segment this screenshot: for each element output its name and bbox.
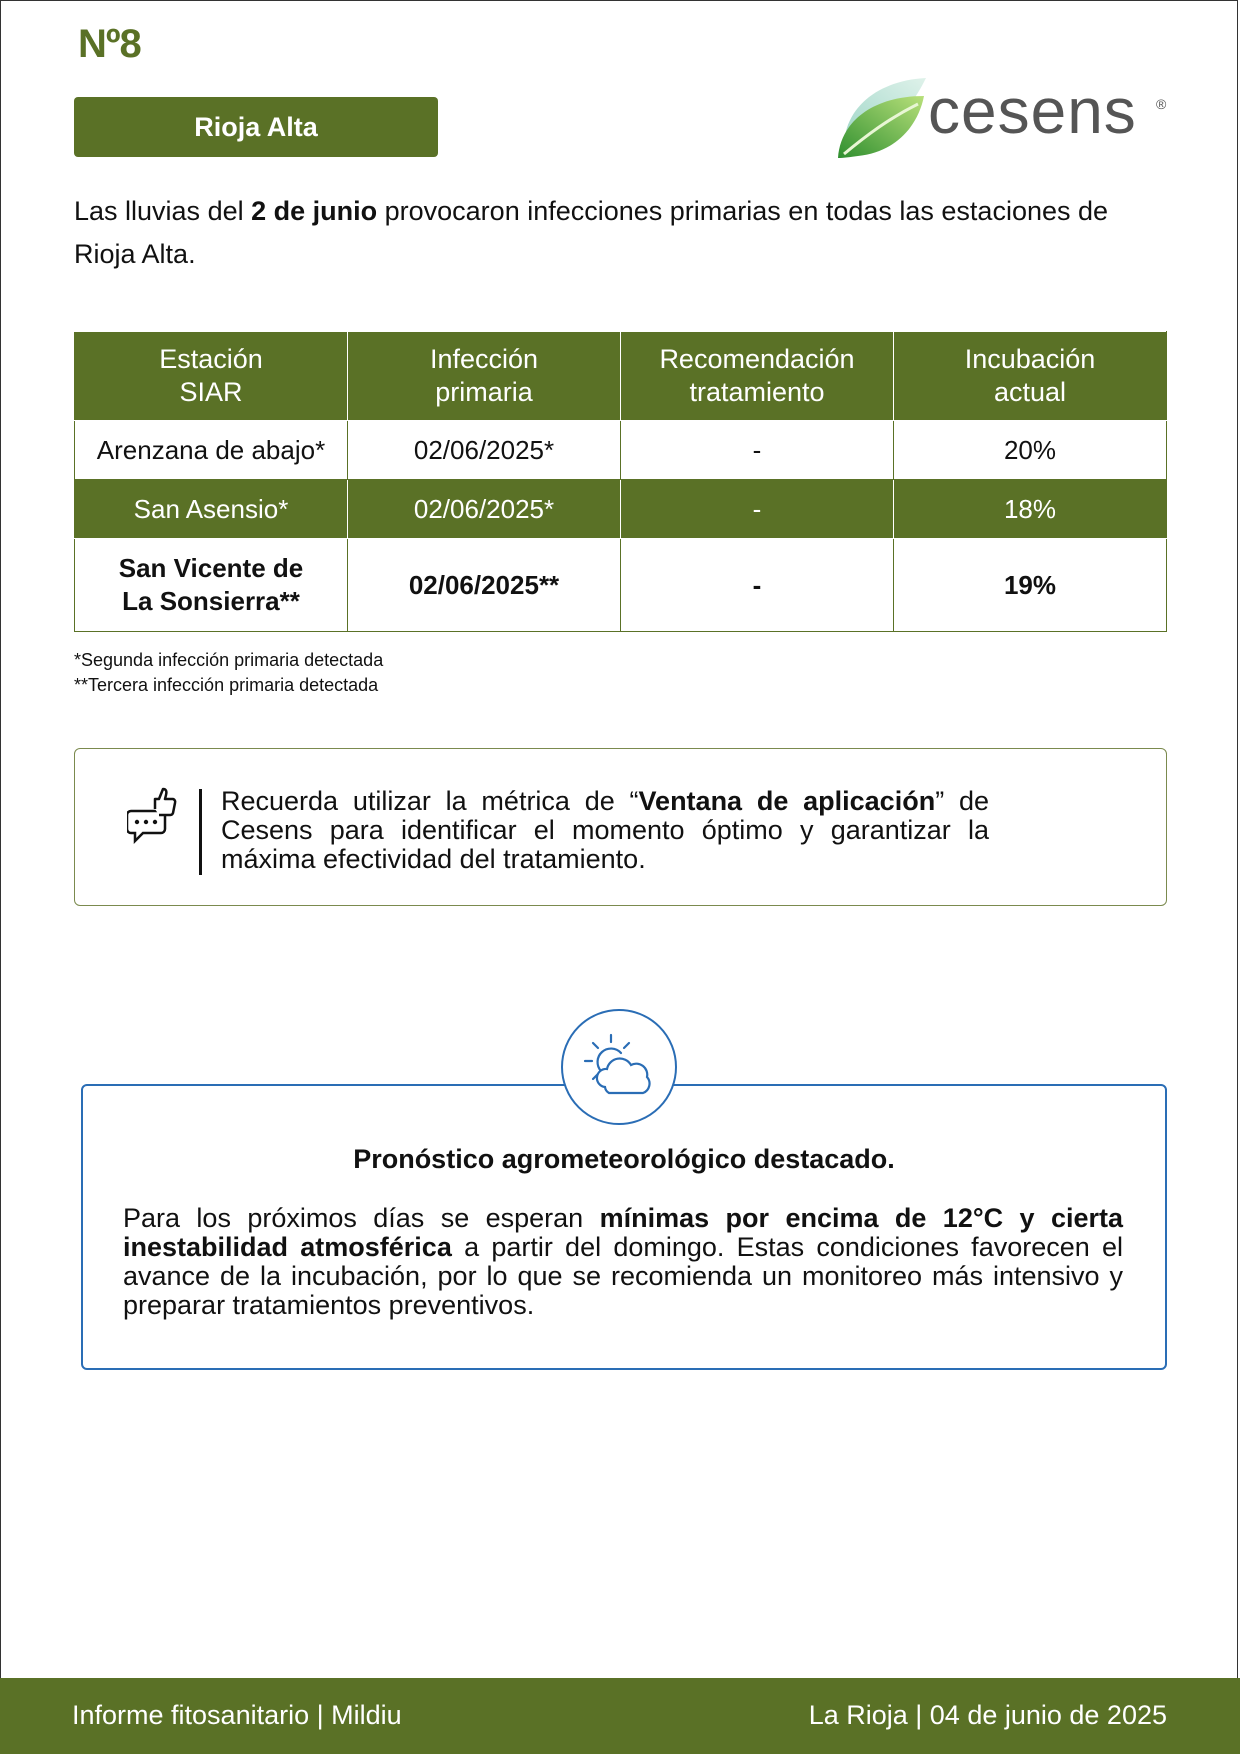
forecast-box [81, 1084, 1167, 1370]
intro-text-1: Las lluvias del [74, 196, 252, 226]
cell-recommendation: - [621, 539, 894, 632]
header-line: actual [993, 377, 1067, 407]
cesens-logo [834, 72, 1174, 164]
chat-thumbs-up-icon [127, 787, 177, 847]
header-infection [348, 332, 621, 421]
cell-recommendation: - [621, 421, 894, 480]
table-footnotes [74, 648, 383, 698]
cell-infection: 02/06/2025* [348, 421, 621, 480]
footer-report-type: Informe fitosanitario | Mildiu [72, 1700, 402, 1730]
header-line: Recomendación [659, 344, 855, 374]
partly-cloudy-icon [581, 1031, 661, 1105]
header-line: Estación [159, 344, 263, 374]
cell-infection: 02/06/2025* [348, 480, 621, 539]
footnote: *Segunda infección primaria detectada [74, 650, 384, 670]
table-row [75, 421, 1167, 480]
cell-infection: 02/06/2025** [348, 539, 621, 632]
header-line: primaria [435, 377, 533, 407]
table-row [75, 480, 1167, 539]
cell-incubation: 20% [894, 421, 1167, 480]
header-line: tratamiento [689, 377, 825, 407]
intro-paragraph [74, 190, 1167, 276]
forecast-highlight: mínimas por encima de 12°C y cierta inestabilidad atmosférica [123, 1203, 1123, 1262]
station-line: La Sonsierra** [122, 586, 300, 616]
stations-table [74, 331, 1167, 632]
tip-text [221, 787, 989, 874]
report-number: Nº8 [78, 22, 141, 66]
region-badge: Rioja Alta [74, 97, 438, 157]
header-line: Incubación [964, 344, 1096, 374]
cell-station: San Asensio* [75, 480, 348, 539]
table-header-row [75, 332, 1167, 421]
tip-box [74, 748, 1167, 906]
forecast-title: Pronóstico agrometeorológico destacado. [353, 1144, 895, 1174]
footer-bar [0, 1678, 1240, 1754]
tip-text-1: Recuerda utilizar la métrica de “ [221, 786, 639, 816]
registered-mark: ® [1156, 96, 1167, 112]
intro-text-2: provocaron infecciones primarias en todas las estaciones de Rioja Alta. [74, 196, 1109, 269]
cell-station [75, 539, 348, 632]
cell-incubation: 18% [894, 480, 1167, 539]
forecast-text-1: Para los próximos días se esperan [123, 1203, 600, 1233]
footnote: **Tercera infección primaria detectada [74, 675, 379, 695]
header-line: Infección [429, 344, 539, 374]
forecast-text-2: a partir del domingo. Estas condiciones favorecen el avance de la incubación, por lo que se recomienda un monitoreo más intensivo y preparar tratamientos preventivos. [123, 1232, 1124, 1320]
intro-date: 2 de junio [251, 196, 378, 226]
leaf-logo-icon [834, 72, 930, 164]
tip-divider [199, 789, 202, 875]
footer-location-date: La Rioja | 04 de junio de 2025 [808, 1700, 1167, 1730]
header-incubation [894, 332, 1167, 421]
logo-wordmark: cesens [928, 75, 1137, 147]
header-line: SIAR [179, 377, 243, 407]
cell-recommendation: - [621, 480, 894, 539]
header-recommendation [621, 332, 894, 421]
cell-incubation: 19% [894, 539, 1167, 632]
cell-station: Arenzana de abajo* [75, 421, 348, 480]
header-station [75, 332, 348, 421]
tip-text-2: ” de Cesens para identificar el momento óptimo y garantizar la máxima efectividad del tratamiento. [221, 786, 989, 874]
station-line: San Vicente de [118, 553, 304, 583]
weather-badge [561, 1009, 677, 1125]
forecast-body [123, 1204, 1123, 1320]
table-row [75, 539, 1167, 632]
tip-metric: Ventana de aplicación [638, 786, 936, 816]
